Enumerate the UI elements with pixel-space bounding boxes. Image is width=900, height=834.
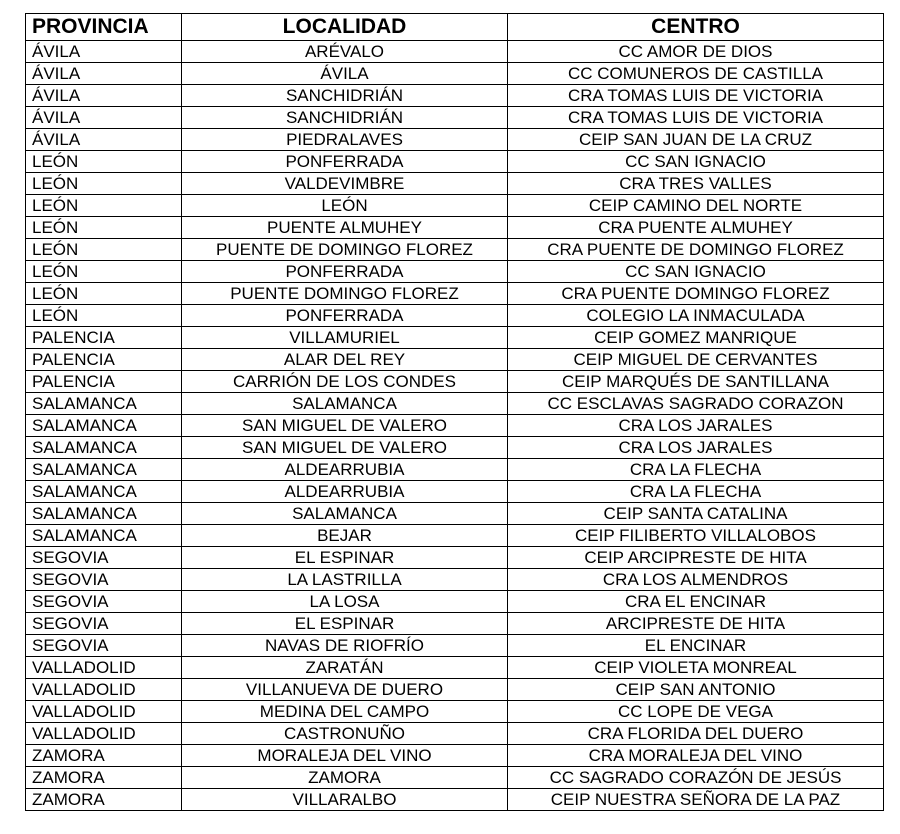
table-row [26, 613, 884, 635]
cell-centro: CC SAN IGNACIO [508, 151, 884, 173]
cell-localidad: LEÓN [182, 195, 508, 217]
cell-localidad: PUENTE ALMUHEY [182, 217, 508, 239]
cell-localidad: LA LOSA [182, 591, 508, 613]
cell-centro: CRA LOS JARALES [508, 437, 884, 459]
table-row [26, 85, 884, 107]
cell-provincia: LEÓN [26, 173, 182, 195]
cell-localidad: VILLAMURIEL [182, 327, 508, 349]
header-row [26, 14, 884, 41]
cell-centro: CC LOPE DE VEGA [508, 701, 884, 723]
cell-provincia: VALLADOLID [26, 657, 182, 679]
table-row [26, 305, 884, 327]
cell-centro: EL ENCINAR [508, 635, 884, 657]
table-row [26, 151, 884, 173]
cell-provincia: SALAMANCA [26, 525, 182, 547]
cell-centro: CRA TRES VALLES [508, 173, 884, 195]
cell-centro: CEIP MIGUEL DE CERVANTES [508, 349, 884, 371]
cell-localidad: VALDEVIMBRE [182, 173, 508, 195]
cell-provincia: SALAMANCA [26, 393, 182, 415]
table-row [26, 701, 884, 723]
cell-centro: CEIP MARQUÉS DE SANTILLANA [508, 371, 884, 393]
column-header-provincia: PROVINCIA [26, 14, 182, 41]
cell-localidad: ZAMORA [182, 767, 508, 789]
table-row [26, 239, 884, 261]
table-row [26, 481, 884, 503]
cell-centro: CRA LA FLECHA [508, 459, 884, 481]
cell-provincia: VALLADOLID [26, 701, 182, 723]
cell-provincia: VALLADOLID [26, 723, 182, 745]
cell-provincia: ÁVILA [26, 85, 182, 107]
cell-provincia: ZAMORA [26, 767, 182, 789]
cell-localidad: SAN MIGUEL DE VALERO [182, 415, 508, 437]
table-row [26, 195, 884, 217]
cell-localidad: ALAR DEL REY [182, 349, 508, 371]
table-row [26, 261, 884, 283]
cell-provincia: SEGOVIA [26, 547, 182, 569]
table-row [26, 657, 884, 679]
table-row [26, 789, 884, 811]
cell-provincia: PALENCIA [26, 327, 182, 349]
table-row [26, 459, 884, 481]
table-row [26, 283, 884, 305]
table-row [26, 547, 884, 569]
cell-centro: CC ESCLAVAS SAGRADO CORAZON [508, 393, 884, 415]
cell-centro: CEIP SAN ANTONIO [508, 679, 884, 701]
cell-localidad: VILLARALBO [182, 789, 508, 811]
cell-centro: ARCIPRESTE DE HITA [508, 613, 884, 635]
cell-provincia: LEÓN [26, 217, 182, 239]
cell-localidad: SALAMANCA [182, 503, 508, 525]
cell-localidad: PONFERRADA [182, 151, 508, 173]
cell-centro: CRA LA FLECHA [508, 481, 884, 503]
cell-centro: CRA PUENTE ALMUHEY [508, 217, 884, 239]
cell-centro: CEIP SANTA CATALINA [508, 503, 884, 525]
table-row [26, 371, 884, 393]
cell-localidad: LA LASTRILLA [182, 569, 508, 591]
column-header-centro: CENTRO [508, 14, 884, 41]
table-row [26, 569, 884, 591]
cell-localidad: SANCHIDRIÁN [182, 85, 508, 107]
cell-provincia: VALLADOLID [26, 679, 182, 701]
cell-provincia: ÁVILA [26, 107, 182, 129]
table-row [26, 745, 884, 767]
cell-provincia: LEÓN [26, 305, 182, 327]
cell-localidad: ALDEARRUBIA [182, 481, 508, 503]
cell-provincia: PALENCIA [26, 349, 182, 371]
cell-provincia: PALENCIA [26, 371, 182, 393]
table-row [26, 63, 884, 85]
cell-localidad: ALDEARRUBIA [182, 459, 508, 481]
cell-localidad: CARRIÓN DE LOS CONDES [182, 371, 508, 393]
table-body [26, 41, 884, 811]
table-row [26, 437, 884, 459]
cell-localidad: ÁVILA [182, 63, 508, 85]
cell-localidad: ZARATÁN [182, 657, 508, 679]
cell-centro: CEIP FILIBERTO VILLALOBOS [508, 525, 884, 547]
cell-provincia: ZAMORA [26, 789, 182, 811]
cell-centro: CRA LOS JARALES [508, 415, 884, 437]
cell-centro: COLEGIO LA INMACULADA [508, 305, 884, 327]
cell-localidad: SANCHIDRIÁN [182, 107, 508, 129]
cell-localidad: VILLANUEVA DE DUERO [182, 679, 508, 701]
cell-provincia: ZAMORA [26, 745, 182, 767]
cell-localidad: EL ESPINAR [182, 547, 508, 569]
cell-localidad: NAVAS DE RIOFRÍO [182, 635, 508, 657]
cell-provincia: LEÓN [26, 239, 182, 261]
cell-provincia: SALAMANCA [26, 459, 182, 481]
cell-centro: CEIP VIOLETA MONREAL [508, 657, 884, 679]
cell-provincia: LEÓN [26, 195, 182, 217]
cell-centro: CC AMOR DE DIOS [508, 41, 884, 63]
table-row [26, 679, 884, 701]
cell-centro: CEIP GOMEZ MANRIQUE [508, 327, 884, 349]
table-row [26, 591, 884, 613]
cell-provincia: SEGOVIA [26, 635, 182, 657]
table-row [26, 635, 884, 657]
table-row [26, 503, 884, 525]
cell-centro: CRA TOMAS LUIS DE VICTORIA [508, 85, 884, 107]
cell-localidad: EL ESPINAR [182, 613, 508, 635]
cell-localidad: CASTRONUÑO [182, 723, 508, 745]
table-row [26, 415, 884, 437]
cell-provincia: LEÓN [26, 283, 182, 305]
cell-localidad: ARÉVALO [182, 41, 508, 63]
table-row [26, 525, 884, 547]
table-row [26, 41, 884, 63]
cell-provincia: SEGOVIA [26, 613, 182, 635]
cell-centro: CRA LOS ALMENDROS [508, 569, 884, 591]
cell-provincia: LEÓN [26, 151, 182, 173]
table-row [26, 107, 884, 129]
cell-centro: CRA TOMAS LUIS DE VICTORIA [508, 107, 884, 129]
table-row [26, 173, 884, 195]
cell-localidad: MEDINA DEL CAMPO [182, 701, 508, 723]
cell-localidad: PIEDRALAVES [182, 129, 508, 151]
table-row [26, 129, 884, 151]
cell-centro: CEIP ARCIPRESTE DE HITA [508, 547, 884, 569]
cell-centro: CEIP SAN JUAN DE LA CRUZ [508, 129, 884, 151]
table-row [26, 767, 884, 789]
cell-centro: CC SAGRADO CORAZÓN DE JESÚS [508, 767, 884, 789]
cell-provincia: SALAMANCA [26, 503, 182, 525]
cell-provincia: ÁVILA [26, 41, 182, 63]
cell-centro: CC COMUNEROS DE CASTILLA [508, 63, 884, 85]
cell-localidad: PONFERRADA [182, 261, 508, 283]
schools-table [25, 13, 884, 811]
cell-localidad: SAN MIGUEL DE VALERO [182, 437, 508, 459]
cell-centro: CEIP CAMINO DEL NORTE [508, 195, 884, 217]
cell-localidad: PUENTE DOMINGO FLOREZ [182, 283, 508, 305]
cell-centro: CRA FLORIDA DEL DUERO [508, 723, 884, 745]
cell-localidad: SALAMANCA [182, 393, 508, 415]
table-row [26, 327, 884, 349]
cell-centro: CRA PUENTE DOMINGO FLOREZ [508, 283, 884, 305]
table-row [26, 723, 884, 745]
column-header-localidad: LOCALIDAD [182, 14, 508, 41]
cell-centro: CRA EL ENCINAR [508, 591, 884, 613]
cell-provincia: SALAMANCA [26, 415, 182, 437]
cell-centro: CC SAN IGNACIO [508, 261, 884, 283]
cell-provincia: SEGOVIA [26, 591, 182, 613]
cell-centro: CEIP NUESTRA SEÑORA DE LA PAZ [508, 789, 884, 811]
table-row [26, 393, 884, 415]
table-row [26, 217, 884, 239]
cell-provincia: LEÓN [26, 261, 182, 283]
cell-localidad: MORALEJA DEL VINO [182, 745, 508, 767]
cell-provincia: SEGOVIA [26, 569, 182, 591]
cell-provincia: SALAMANCA [26, 481, 182, 503]
table-row [26, 349, 884, 371]
cell-centro: CRA MORALEJA DEL VINO [508, 745, 884, 767]
cell-provincia: ÁVILA [26, 63, 182, 85]
cell-centro: CRA PUENTE DE DOMINGO FLOREZ [508, 239, 884, 261]
cell-localidad: PUENTE DE DOMINGO FLOREZ [182, 239, 508, 261]
cell-provincia: SALAMANCA [26, 437, 182, 459]
cell-provincia: ÁVILA [26, 129, 182, 151]
cell-localidad: PONFERRADA [182, 305, 508, 327]
cell-localidad: BEJAR [182, 525, 508, 547]
